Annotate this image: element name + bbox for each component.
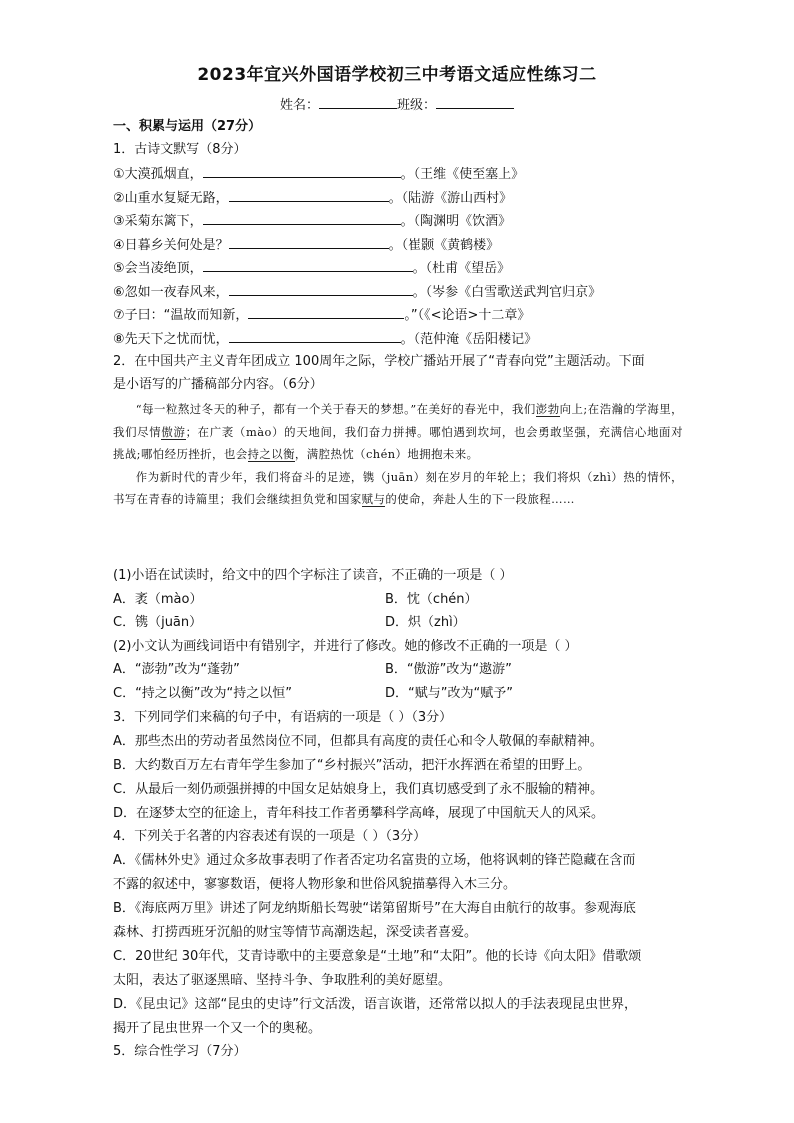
q3-option-b[interactable]: B．大约数百万左右青年学生参加了“乡村振兴”活动，把汗水挥洒在希望的田野上。	[113, 758, 591, 773]
poem-pre: ⑧先天下之忧而忧，	[113, 331, 229, 347]
poem-post: 。”（《<论语>十二章》	[404, 308, 531, 323]
q2-sub2-option-c[interactable]: C．“持之以衡”改为“持之以恒”	[113, 686, 293, 701]
poem-item	[113, 305, 530, 325]
q3-option-d[interactable]: D．在逐梦太空的征途上，青年科技工作者勇攀科学高峰，展现了中国航天人的风采。	[113, 806, 605, 821]
section-heading: 一、积累与运用（27分）	[113, 119, 262, 134]
class-blank[interactable]	[436, 95, 514, 109]
name-blank[interactable]	[319, 95, 397, 109]
answer-blank[interactable]	[203, 258, 413, 272]
answer-blank[interactable]	[248, 305, 404, 319]
q4-option-d[interactable]: D．《昆虫记》这部“昆虫的史诗”行文活泼，语言诙谐，还常常以拟人的手法表现昆虫世界，	[113, 997, 637, 1012]
poem-item	[113, 282, 601, 302]
q2-sub2-option-b[interactable]: B．“傲游”改为“遨游”	[385, 662, 512, 677]
answer-blank[interactable]	[229, 235, 389, 249]
passage-paragraph-1: “每一粒熬过冬天的种子，都有一个关于春天的梦想。”在美好的春光中，我们澎勃向上;在浩瀚的学海里，我们尽情傲游；在广袤（mào）的天地间，我们奋力拼搏。哪怕遇到坎坷，也会勇敢坚强，充满信心地面对挑战;哪怕经历挫折，也会持之以衡，满腔热忱（chén）地拥抱未来。	[113, 402, 683, 461]
student-info-line	[0, 94, 794, 113]
q4-option-b[interactable]: B．《海底两万里》讲述了阿龙纳斯船长驾驶“诺第留斯号”在大海自由航行的故事。参观海底	[113, 901, 636, 916]
q2-sub1-stem: (1)小语在试读时，给文中的四个字标注了读音，不正确的一项是（ ）	[113, 568, 513, 583]
q3-stem: 3．下列同学们来稿的句子中，有语病的一项是（ ）（3分）	[113, 710, 453, 725]
q5-stem: 5．综合性学习（7分）	[113, 1044, 247, 1059]
q2-sub1-option-c[interactable]: C．镌（juān）	[113, 615, 203, 630]
answer-blank[interactable]	[229, 188, 389, 202]
poem-pre: ⑤会当凌绝顶，	[113, 261, 203, 276]
underlined-word: 傲游	[161, 424, 186, 439]
q2-sub1-option-b[interactable]: B．忱（chén）	[385, 592, 478, 607]
q4-option-c-cont: 太阳，表达了驱逐黑暗、坚持斗争、争取胜利的美好愿望。	[113, 973, 452, 988]
answer-blank[interactable]	[203, 164, 401, 178]
poem-post: 。（陶渊明《饮酒》	[400, 214, 512, 229]
poem-item	[113, 164, 524, 184]
name-label: 姓名：	[279, 98, 319, 113]
answer-blank[interactable]	[229, 282, 413, 296]
poem-item	[113, 258, 510, 278]
q4-option-a[interactable]: A．《儒林外史》通过众多故事表明了作者否定功名富贵的立场，他将讽刺的锋芒隐藏在含而	[113, 853, 636, 868]
q3-option-a[interactable]: A．那些杰出的劳动者虽然岗位不同，但都具有高度的责任心和令人敬佩的奉献精神。	[113, 734, 603, 749]
poem-pre: ⑦子曰：“温故而知新，	[113, 308, 249, 323]
q2-sub2-option-a[interactable]: A．“澎勃”改为“蓬勃”	[113, 662, 240, 677]
poem-post: 。（陆游《游山西村》	[388, 190, 513, 206]
page-title: 2023年宜兴外国语学校初三中考语文适应性练习二	[197, 65, 597, 85]
q4-stem: 4．下列关于名著的内容表述有误的一项是（ ）（3分）	[113, 829, 427, 844]
poem-item	[113, 188, 512, 208]
q2-sub1-option-d[interactable]: D．炽（zhì）	[385, 615, 466, 630]
poem-post: 。（王维《使至塞上》	[400, 167, 525, 182]
answer-blank[interactable]	[229, 329, 401, 343]
poem-pre: ②山重水复疑无路，	[113, 190, 229, 206]
q4-option-c[interactable]: C．20世纪 30年代，艾青诗歌中的主要意象是“土地”和“太阳”。他的长诗《向太阳》借歌颂	[113, 949, 642, 964]
q1-stem: 1．古诗文默写（8分）	[113, 142, 247, 157]
underlined-word: 赋与	[361, 492, 386, 506]
q2-sub1-option-a[interactable]: A．袤（mào）	[113, 592, 203, 607]
q4-option-d-cont: 揭开了昆虫世界一个又一个的奥秘。	[113, 1021, 322, 1036]
underlined-word: 澎勃	[535, 402, 560, 416]
poem-item	[113, 211, 511, 231]
poem-pre: ④日暮乡关何处是？	[113, 237, 229, 253]
q2-stem-line2: 是小语写的广播稿部分内容。（6分）	[113, 377, 323, 392]
q2-sub2-stem: (2)小文认为画线词语中有错别字，并进行了修改。她的修改不正确的一项是（ ）	[113, 639, 578, 654]
poem-pre: ⑥忽如一夜春风来，	[113, 284, 229, 300]
poem-pre: ③采菊东篱下，	[113, 214, 203, 229]
poem-post: 。（杜甫《望岳》	[412, 261, 511, 276]
q2-sub2-option-d[interactable]: D．“赋与”改为“赋予”	[385, 686, 513, 701]
q4-option-b-cont: 森林、打捞西班牙沉船的财宝等情节高潮迭起，深受读者喜爱。	[113, 925, 478, 940]
broadcast-passage	[113, 398, 683, 511]
q4-option-a-cont: 不露的叙述中，寥寥数语，便将人物形象和世俗风貌描摹得入木三分。	[113, 877, 517, 892]
underlined-word: 持之以衡	[247, 447, 295, 461]
passage-paragraph-2: 作为新时代的青少年，我们将奋斗的足迹，镌（juān）刻在岁月的年轮上；我们将炽（zhì）热的情怀，书写在青春的诗篇里；我们会继续担负党和国家赋与的使命，奔赴人生的下一段旅程……	[113, 469, 683, 506]
answer-blank[interactable]	[203, 211, 401, 225]
poem-post: 。（范仲淹《岳阳楼记》	[400, 331, 538, 347]
q3-option-c[interactable]: C．从最后一刻仍顽强拼搏的中国女足姑娘身上，我们真切感受到了永不服输的精神。	[113, 782, 604, 797]
poem-item	[113, 235, 499, 255]
q2-stem-line1: 2．在中国共产主义青年团成立 100周年之际，学校广播站开展了“青春向党”主题活动。下面	[113, 354, 645, 369]
poem-pre: ①大漠孤烟直，	[113, 167, 203, 182]
poem-post: 。（岑参《白雪歌送武判官归京》	[412, 284, 602, 300]
poem-post: 。（崔颢《黄鹤楼》	[388, 237, 500, 253]
poem-item	[113, 329, 537, 349]
class-label: 班级：	[397, 98, 437, 113]
